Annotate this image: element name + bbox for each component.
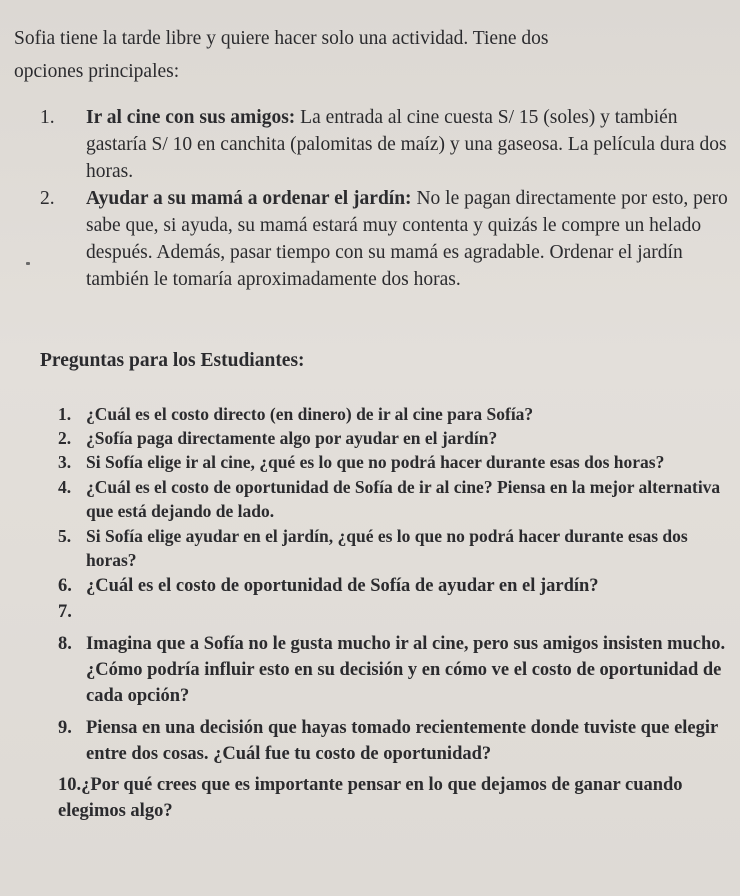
question-number: 3. <box>58 452 72 472</box>
intro-paragraph <box>14 22 714 88</box>
question-number: 7. <box>58 602 72 622</box>
questions-heading: Preguntas para los Estudiantes: <box>40 350 305 371</box>
question-text: ¿Cuál es el costo de oportunidad de Sofía de ir al cine? Piensa en la mejor alternativa que está dejando de lado. <box>86 477 721 521</box>
option-number: 1. <box>40 107 55 128</box>
question-item <box>58 450 730 474</box>
question-text: Si Sofía elige ir al cine, ¿qué es lo que no podrá hacer durante esas dos horas? <box>86 452 665 472</box>
question-item <box>58 475 730 523</box>
speck-mark-icon <box>26 262 30 265</box>
question-item <box>58 402 730 426</box>
question-number: 10. <box>58 775 82 795</box>
question-number: 2. <box>58 428 72 448</box>
question-text: Piensa en una decisión que hayas tomado recientemente donde tuviste que elegir entre dos cosas. ¿Cuál fue tu costo de oportunidad? <box>86 718 718 764</box>
intro-line: Sofia tiene la tarde libre y quiere hacer solo una actividad. Tiene dos <box>14 28 549 49</box>
question-number: 8. <box>58 634 72 654</box>
question-item <box>58 631 730 709</box>
question-text: ¿Sofía paga directamente algo por ayudar en el jardín? <box>86 428 498 448</box>
question-number: 4. <box>58 477 72 497</box>
question-text: Imagina que a Sofía no le gusta mucho ir al cine, pero sus amigos insisten mucho. ¿Cómo podría influir esto en su decisión y en cómo ve el costo de oportunidad de cada opción? <box>86 634 726 706</box>
question-text: ¿Por qué crees que es importante pensar en lo que dejamos de ganar cuando elegimos algo? <box>58 775 683 821</box>
question-item <box>58 573 730 599</box>
option-title: Ir al cine con sus amigos: <box>86 107 296 128</box>
question-item <box>58 715 730 767</box>
question-text: Si Sofía elige ayudar en el jardín, ¿qué es lo que no podrá hacer durante esas dos horas? <box>86 526 688 570</box>
option-item <box>40 104 730 185</box>
intro-line: opciones principales: <box>14 61 180 82</box>
question-number: 9. <box>58 718 72 738</box>
option-title: Ayudar a su mamá a ordenar el jardín: <box>86 188 412 209</box>
questions-list <box>58 402 730 824</box>
options-list <box>40 104 730 293</box>
question-item <box>58 426 730 450</box>
question-number: 1. <box>58 404 72 424</box>
question-text: ¿Cuál es el costo de oportunidad de Sofía de ayudar en el jardín? <box>86 576 599 596</box>
question-number: 5. <box>58 526 72 546</box>
question-text: ¿Cuál es el costo directo (en dinero) de ir al cine para Sofía? <box>86 404 534 424</box>
question-item <box>58 524 730 572</box>
option-text: No le pagan directamente por esto, pero sabe que, si ayuda, su mamá estará muy contenta y quizás le compre un helado después. Además, pasar tiempo con su mamá es agradable. Ordenar el jardín también le tomaría aproximadamente dos horas. <box>86 188 728 290</box>
question-text <box>86 602 91 622</box>
option-item <box>40 185 730 293</box>
question-number: 6. <box>58 576 72 596</box>
option-number: 2. <box>40 188 55 209</box>
option-text: La entrada al cine cuesta S/ 15 (soles) y también gastaría S/ 10 en canchita (palomitas de maíz) y una gaseosa. La película dura dos horas. <box>86 107 727 182</box>
question-item <box>30 772 730 824</box>
question-item <box>58 599 730 625</box>
